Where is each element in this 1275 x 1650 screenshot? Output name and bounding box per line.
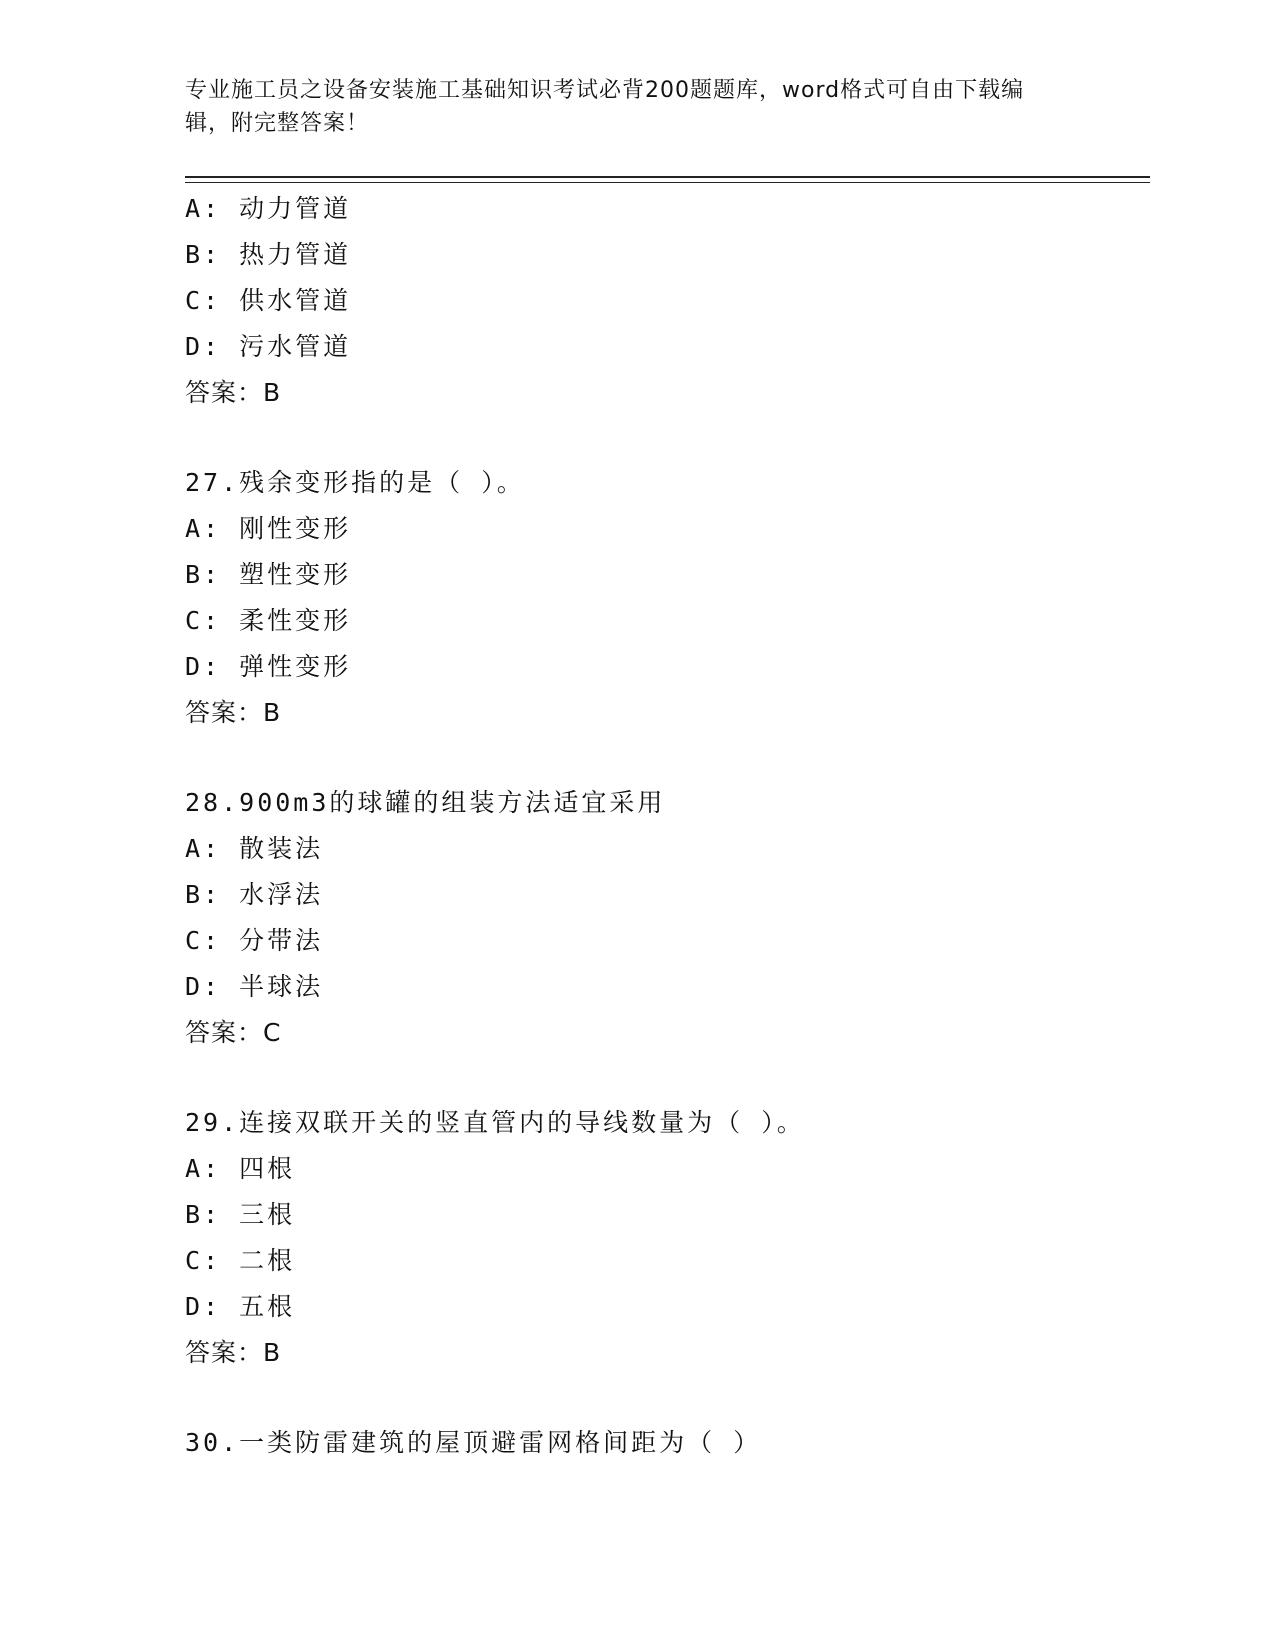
spacer <box>185 736 1145 780</box>
option-b: B: 三根 <box>185 1200 296 1229</box>
question-stem: 30.一类防雷建筑的屋顶避雷网格间距为（ ） <box>185 1428 762 1457</box>
option-c: C: 柔性变形 <box>185 606 352 635</box>
option-a: A: 散装法 <box>185 834 324 863</box>
question-block-28 <box>185 780 1145 1056</box>
answer-line: 答案：C <box>185 1018 282 1047</box>
option-d: D: 五根 <box>185 1292 296 1321</box>
answer-line: 答案：B <box>185 1338 282 1367</box>
document-header: 专业施工员之设备安装施工基础知识考试必背200题题库，word格式可自由下载编辑，附完整答案！ <box>185 78 1025 136</box>
option-b: B: 塑性变形 <box>185 560 352 589</box>
option-d: D: 半球法 <box>185 972 324 1001</box>
option-c: C: 分带法 <box>185 926 324 955</box>
question-stem: 28.900m3的球罐的组装方法适宜采用 <box>185 788 666 817</box>
option-a: A: 刚性变形 <box>185 514 352 543</box>
spacer <box>185 1376 1145 1420</box>
question-block-26 <box>185 186 1145 416</box>
question-block-29 <box>185 1100 1145 1376</box>
option-a: A: 四根 <box>185 1154 296 1183</box>
question-stem: 29.连接双联开关的竖直管内的导线数量为（ ）。 <box>185 1108 805 1137</box>
option-c: C: 二根 <box>185 1246 296 1275</box>
option-a: A: 动力管道 <box>185 194 352 223</box>
header-divider <box>185 176 1150 183</box>
option-b: B: 热力管道 <box>185 240 352 269</box>
question-block-30 <box>185 1420 1145 1466</box>
question-list <box>185 186 1145 1466</box>
answer-line: 答案：B <box>185 378 282 407</box>
spacer <box>185 416 1145 460</box>
question-block-27 <box>185 460 1145 736</box>
option-d: D: 弹性变形 <box>185 652 352 681</box>
answer-line: 答案：B <box>185 698 282 727</box>
option-c: C: 供水管道 <box>185 286 352 315</box>
option-b: B: 水浮法 <box>185 880 324 909</box>
option-d: D: 污水管道 <box>185 332 352 361</box>
spacer <box>185 1056 1145 1100</box>
question-stem: 27.残余变形指的是（ ）。 <box>185 468 525 497</box>
